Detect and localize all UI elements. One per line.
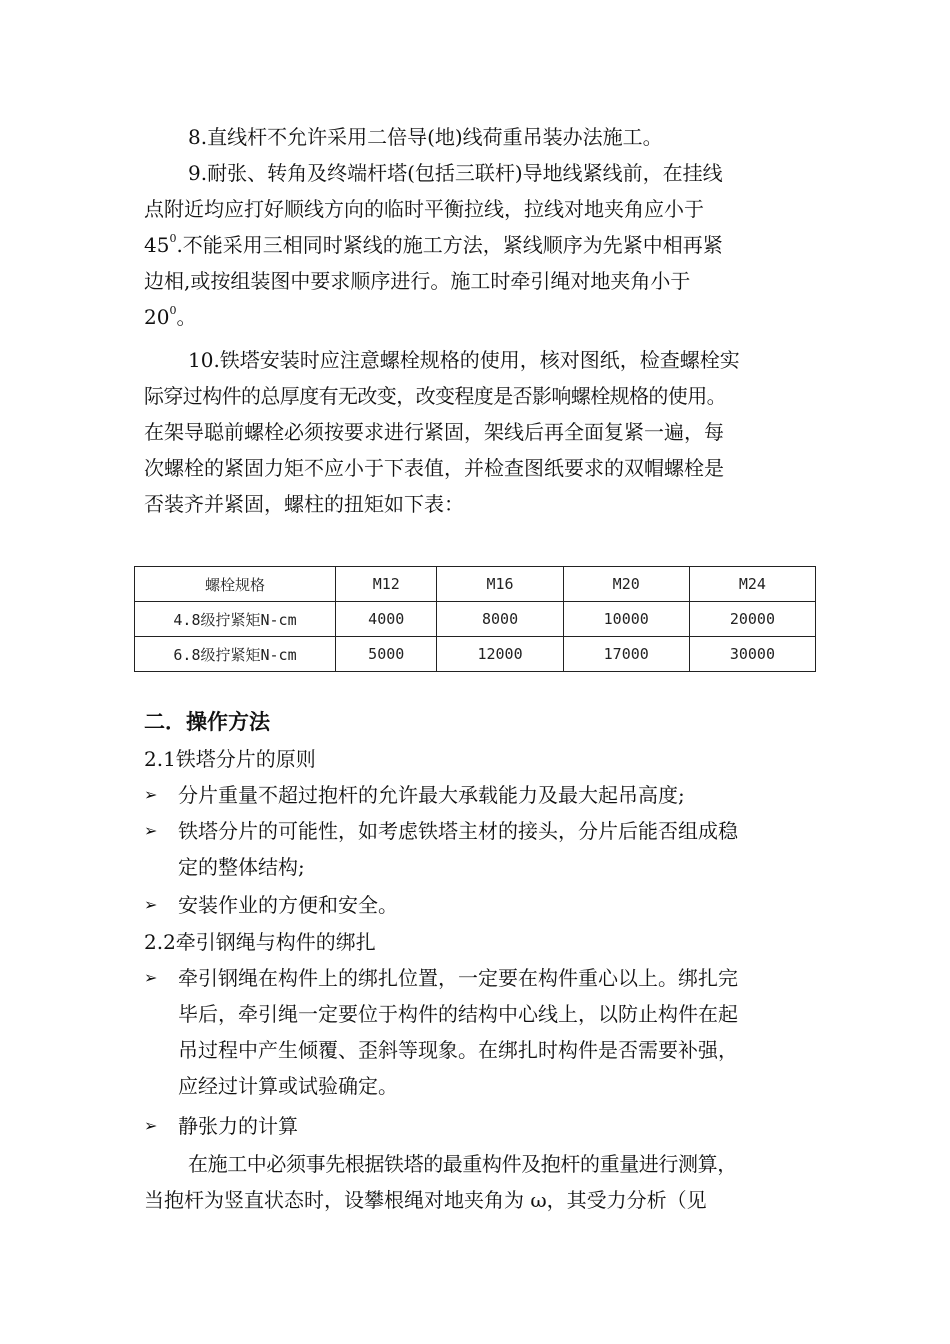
paragraph-9-line-3-text: .不能采用三相同时紧线的施工方法，紧线顺序为先紧中相再紧 [176, 233, 723, 257]
paragraph-9-line-5-text: 。 [176, 305, 197, 329]
paragraph-9-line-3 [144, 227, 824, 263]
bolt-torque-table [134, 566, 816, 672]
bullet-line: 安装作业的方便和安全。 [178, 893, 398, 917]
bullet-item [144, 960, 824, 1104]
paragraph-line: 当抱杆为竖直状态时，设攀根绳对地夹角为 ω，其受力分析（见 [144, 1188, 707, 1212]
arrow-bullet-icon: ➢ [144, 968, 158, 987]
paragraph-10-line-4: 次螺栓的紧固力矩不应小于下表值，并检查图纸要求的双帽螺栓是 [144, 456, 724, 480]
table-cell: 5000 [336, 637, 437, 672]
section-2-heading: 二．操作方法 [144, 710, 270, 734]
bullet-item [144, 887, 824, 923]
bullet-line: 定的整体结构; [178, 855, 305, 879]
bullet-line: 应经过计算或试验确定。 [178, 1074, 398, 1098]
paragraph-9-line-5 [144, 299, 824, 335]
arrow-bullet-icon: ➢ [144, 785, 158, 804]
arrow-bullet-icon: ➢ [144, 821, 158, 840]
table-row [135, 602, 816, 637]
table-cell: M12 [336, 567, 437, 602]
subsection-2-1-heading: 2.1铁塔分片的原则 [144, 747, 316, 771]
angle-20: 20 [144, 305, 170, 329]
table-cell: 8000 [437, 602, 563, 637]
bullet-line: 铁塔分片的可能性，如考虑铁塔主材的接头，分片后能否组成稳 [178, 819, 738, 843]
paragraph-10-line-3: 在架导聪前螺栓必须按要求进行紧固，架线后再全面复紧一遍，每 [144, 420, 724, 444]
table-cell: 螺栓规格 [135, 567, 336, 602]
paragraph-9-line-1: 9.耐张、转角及终端杆塔(包括三联杆)导地线紧线前，在挂线 [188, 161, 723, 185]
table-cell: M20 [563, 567, 689, 602]
table-header-row [135, 567, 816, 602]
table-cell: 6.8级拧紧矩N-cm [135, 637, 336, 672]
bullet-line: 毕后，牵引绳一定要位于构件的结构中心线上，以防止构件在起 [178, 1002, 738, 1026]
bullet-line: 牵引钢绳在构件上的绑扎位置，一定要在构件重心以上。绑扎完 [178, 966, 738, 990]
paragraph-9-line-4: 边相,或按组装图中要求顺序进行。施工时牵引绳对地夹角小于 [144, 269, 691, 293]
bullet-line: 吊过程中产生倾覆、歪斜等现象。在绑扎时构件是否需要补强， [178, 1038, 738, 1062]
subsection-2-2-heading: 2.2牵引钢绳与构件的绑扎 [144, 930, 376, 954]
paragraph-8 [144, 119, 824, 155]
table-cell: 10000 [563, 602, 689, 637]
paragraph-8-line: 8.直线杆不允许采用二倍导(地)线荷重吊装办法施工。 [188, 125, 663, 149]
paragraph-9 [144, 155, 824, 335]
degree-mark: 0 [169, 304, 177, 317]
bullet-item [144, 1108, 824, 1144]
angle-45: 45 [144, 233, 170, 257]
table-cell: 20000 [689, 602, 815, 637]
table-row [135, 637, 816, 672]
bullet-line: 分片重量不超过抱杆的允许最大承载能力及最大起吊高度; [178, 783, 685, 807]
bullet-item [144, 813, 824, 885]
degree-mark: 0 [169, 232, 177, 245]
paragraph-static-tension [144, 1146, 824, 1218]
table-cell: 30000 [689, 637, 815, 672]
paragraph-10-line-1: 10.铁塔安装时应注意螺栓规格的使用，核对图纸，检查螺栓实 [188, 348, 740, 372]
table-cell: 12000 [437, 637, 563, 672]
table-cell: 4.8级拧紧矩N-cm [135, 602, 336, 637]
bullet-item [144, 777, 824, 813]
table-cell: 17000 [563, 637, 689, 672]
arrow-bullet-icon: ➢ [144, 1116, 158, 1135]
table-cell: M16 [437, 567, 563, 602]
paragraph-9-line-2: 点附近均应打好顺线方向的临时平衡拉线，拉线对地夹角应小于 [144, 197, 704, 221]
table-cell: M24 [689, 567, 815, 602]
bullet-line: 静张力的计算 [178, 1114, 298, 1138]
paragraph-line: 在施工中必须事先根据铁塔的最重构件及抱杆的重量进行测算， [188, 1152, 737, 1176]
table-cell: 4000 [336, 602, 437, 637]
arrow-bullet-icon: ➢ [144, 895, 158, 914]
paragraph-10-line-2: 际穿过构件的总厚度有无改变，改变程度是否影响螺栓规格的使用。 [144, 384, 726, 408]
paragraph-10-line-5: 否装齐并紧固，螺柱的扭矩如下表： [144, 492, 464, 516]
paragraph-10 [144, 342, 824, 522]
